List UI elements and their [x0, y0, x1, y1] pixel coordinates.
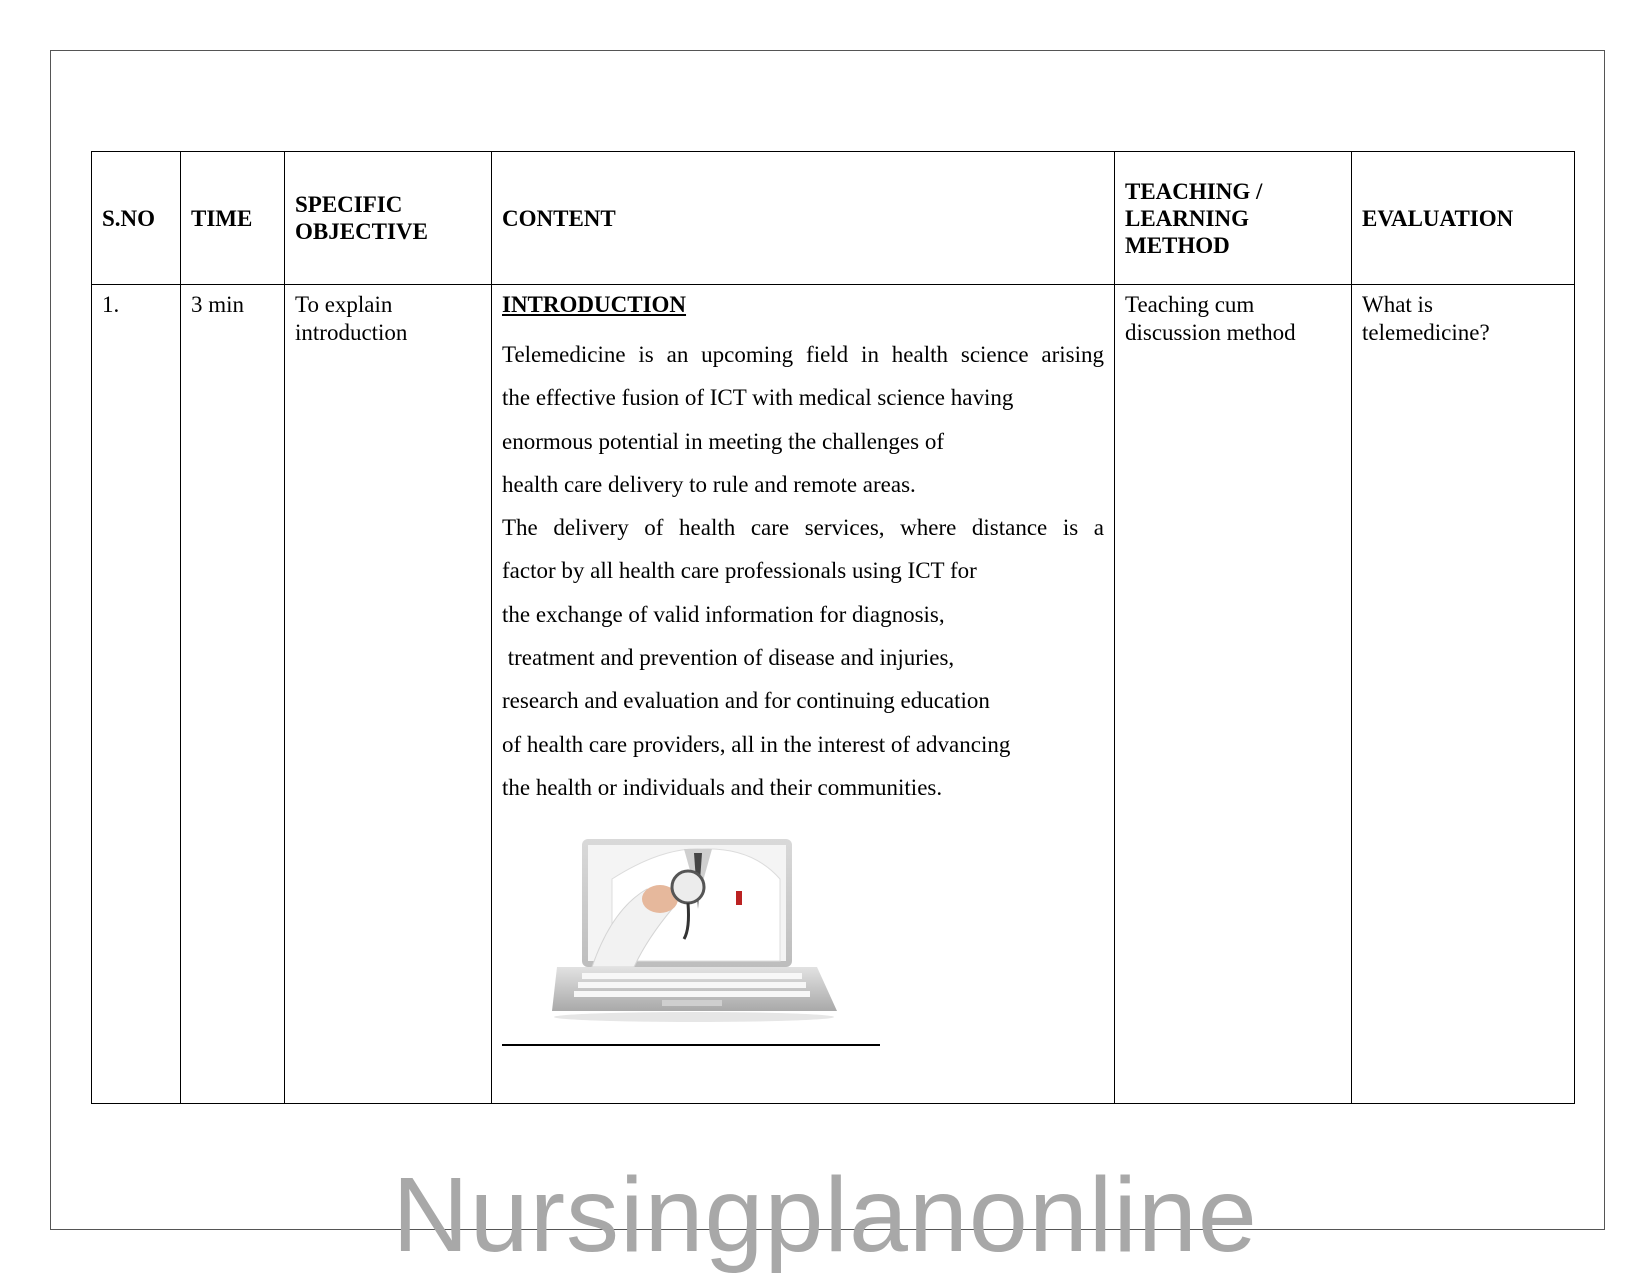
content-line: The delivery of health care services, where distance is a: [502, 515, 1104, 541]
evaluation-line: telemedicine?: [1362, 320, 1490, 345]
telemedicine-laptop-image: [552, 839, 842, 1024]
header-evaluation: EVALUATION: [1352, 152, 1575, 285]
objective-line: To explain: [295, 292, 393, 317]
watermark: Nursingplanonline: [392, 1156, 1258, 1274]
header-teaching-method: [1115, 152, 1352, 285]
header-objective-line: OBJECTIVE: [295, 219, 428, 244]
header-objective-line: SPECIFIC: [295, 192, 403, 217]
objective-line: introduction: [295, 320, 408, 345]
content-line: factor by all health care professionals using ICT for: [502, 558, 977, 584]
content-line: research and evaluation and for continuing education: [502, 688, 990, 714]
content-line: treatment and prevention of disease and injuries,: [502, 645, 955, 671]
header-method-line: TEACHING /: [1125, 178, 1263, 204]
horizontal-rule: [502, 1044, 880, 1046]
content-line: health care delivery to rule and remote areas.: [502, 471, 916, 497]
content-line: the effective fusion of ICT with medical science having: [502, 385, 1014, 411]
method-line: discussion method: [1125, 320, 1296, 345]
table-header-row: [92, 152, 1575, 285]
content-line: the exchange of valid information for diagnosis,: [502, 601, 945, 627]
content-line: of health care providers, all in the interest of advancing: [502, 731, 1011, 757]
header-content: CONTENT: [492, 152, 1115, 285]
header-time: TIME: [181, 152, 285, 285]
header-method-line: METHOD: [1125, 232, 1230, 258]
doctor-laptop-illustration: [552, 839, 842, 1024]
evaluation-line: What is: [1362, 292, 1433, 317]
method-line: Teaching cum: [1125, 292, 1255, 317]
cell-time: 3 min: [181, 285, 285, 1104]
content-line: Telemedicine is an upcoming field in health science arising: [502, 342, 1104, 367]
header-specific-objective: [285, 152, 492, 285]
cell-sno: 1.: [92, 285, 181, 1104]
table-row: [92, 285, 1575, 1104]
cell-evaluation: [1352, 285, 1575, 1104]
content-paragraph: [502, 333, 1104, 809]
cell-objective: [285, 285, 492, 1104]
cell-teaching-method: [1115, 285, 1352, 1104]
lesson-plan-table: [91, 151, 1575, 1104]
content-title: INTRODUCTION: [502, 292, 687, 317]
header-method-line: LEARNING: [1125, 205, 1249, 231]
content-line: the health or individuals and their communities.: [502, 774, 943, 800]
header-sno: S.NO: [92, 152, 181, 285]
cell-content: [492, 285, 1115, 1104]
content-line: enormous potential in meeting the challenges of: [502, 428, 944, 454]
